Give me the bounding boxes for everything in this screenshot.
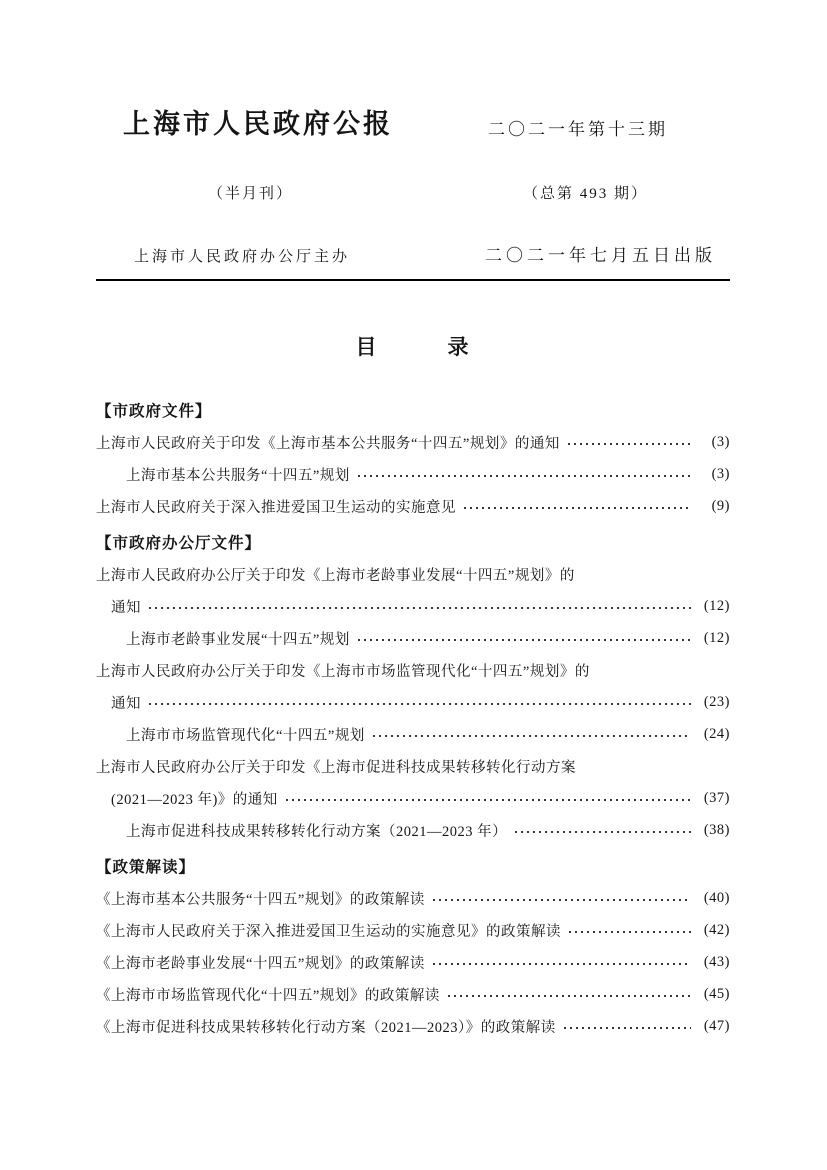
toc-entry-text: 《上海市促进科技成果转移转化行动方案（2021—2023）》的政策解读	[96, 1019, 556, 1036]
toc-entry-line	[96, 718, 730, 750]
toc-page-number: (45)	[703, 985, 730, 1002]
toc-section	[96, 393, 730, 522]
toc-entry-line	[96, 622, 730, 654]
toc-page-number: (3)	[711, 465, 730, 482]
toc-page-number: (12)	[703, 597, 730, 614]
section-heading: 【政策解读】	[96, 858, 196, 876]
toc-entry-line	[96, 590, 730, 622]
header-row-2	[96, 182, 730, 203]
total-issue-label: （总第 493 期）	[522, 186, 648, 203]
toc-entry-text: 上海市人民政府关于深入推进爱国卫生运动的实施意见	[96, 499, 456, 516]
toc-leader-dots	[562, 1021, 691, 1035]
toc-entry-text: 通知	[111, 695, 141, 712]
toc-leader-dots	[462, 501, 691, 515]
toc-sections	[96, 393, 730, 1042]
toc-entry-text: (2021—2023 年)》的通知	[111, 791, 278, 808]
toc-leader-dots	[356, 469, 691, 483]
toc-page-number: (43)	[703, 953, 730, 970]
toc-entry-text: 上海市市场监管现代化“十四五”规划	[126, 727, 365, 744]
toc-section	[96, 525, 730, 846]
toc-page-number: (23)	[703, 693, 730, 710]
toc-entry-line	[96, 882, 730, 914]
toc-entry-text: 《上海市老龄事业发展“十四五”规划》的政策解读	[96, 955, 425, 972]
toc-entry-line	[96, 978, 730, 1010]
issue-number: 二〇二一年第十三期	[488, 120, 668, 139]
toc-page-number: (42)	[703, 921, 730, 938]
toc-entry-text: 《上海市市场监管现代化“十四五”规划》的政策解读	[96, 987, 440, 1004]
toc-entry-text: 上海市人民政府办公厅关于印发《上海市市场监管现代化“十四五”规划》的	[96, 663, 590, 680]
toc-leader-dots	[513, 825, 691, 839]
toc-entry-line	[96, 782, 730, 814]
toc-section	[96, 849, 730, 1042]
toc-entry-line	[96, 686, 730, 718]
toc-entry-line	[96, 814, 730, 846]
toc-page-number: (3)	[711, 433, 730, 450]
frequency-label: （半月刊）	[208, 186, 294, 203]
toc-entry-line	[96, 490, 730, 522]
toc-entry-text: 上海市促进科技成果转移转化行动方案（2021—2023 年）	[126, 823, 508, 840]
toc-leader-dots	[446, 989, 691, 1003]
toc-entry-text: 上海市人民政府关于印发《上海市基本公共服务“十四五”规划》的通知	[96, 435, 560, 452]
toc-entry-line	[96, 426, 730, 458]
toc-entry-line	[96, 654, 730, 686]
toc-leader-dots	[371, 729, 691, 743]
toc-leader-dots	[147, 697, 691, 711]
toc-leader-dots	[356, 633, 691, 647]
header-row-3	[96, 241, 730, 266]
publisher-label: 上海市人民政府办公厅主办	[134, 249, 351, 266]
toc-entry-line	[96, 750, 730, 782]
gazette-title: 上海市人民政府公报	[123, 109, 393, 139]
header-row-1	[96, 108, 730, 140]
toc-page-number: (40)	[703, 889, 730, 906]
toc-entry-text: 通知	[111, 599, 141, 616]
toc-entry-line	[96, 458, 730, 490]
toc-entry-text: 《上海市人民政府关于深入推进爱国卫生运动的实施意见》的政策解读	[96, 923, 561, 940]
section-heading: 【市政府办公厅文件】	[96, 534, 262, 552]
publish-date-label: 二〇二一年七月五日出版	[485, 246, 716, 266]
toc-leader-dots	[284, 793, 691, 807]
toc-leader-dots	[431, 893, 691, 907]
toc-page-number: (12)	[703, 629, 730, 646]
toc-page-number: (37)	[703, 789, 730, 806]
toc-title: 目 录	[355, 335, 471, 360]
toc-leader-dots	[147, 601, 691, 615]
toc-page-number: (47)	[703, 1017, 730, 1034]
toc-page-number: (9)	[711, 497, 730, 514]
toc-leader-dots	[566, 437, 691, 451]
toc-entry-line	[96, 914, 730, 946]
toc-entry-text: 上海市基本公共服务“十四五”规划	[126, 467, 350, 484]
toc-entry-text: 《上海市基本公共服务“十四五”规划》的政策解读	[96, 891, 425, 908]
toc-entry-line	[96, 558, 730, 590]
toc-leader-dots	[431, 957, 691, 971]
section-heading: 【市政府文件】	[96, 402, 212, 420]
toc-leader-dots	[567, 925, 691, 939]
toc-page-number: (38)	[703, 821, 730, 838]
header-divider	[96, 279, 730, 281]
toc-entry-line	[96, 946, 730, 978]
toc-entry-text: 上海市人民政府办公厅关于印发《上海市老龄事业发展“十四五”规划》的	[96, 567, 575, 584]
toc-entry-text: 上海市老龄事业发展“十四五”规划	[126, 631, 350, 648]
toc-entry-line	[96, 1010, 730, 1042]
toc-page-number: (24)	[703, 725, 730, 742]
toc-entry-text: 上海市人民政府办公厅关于印发《上海市促进科技成果转移转化行动方案	[96, 759, 576, 776]
